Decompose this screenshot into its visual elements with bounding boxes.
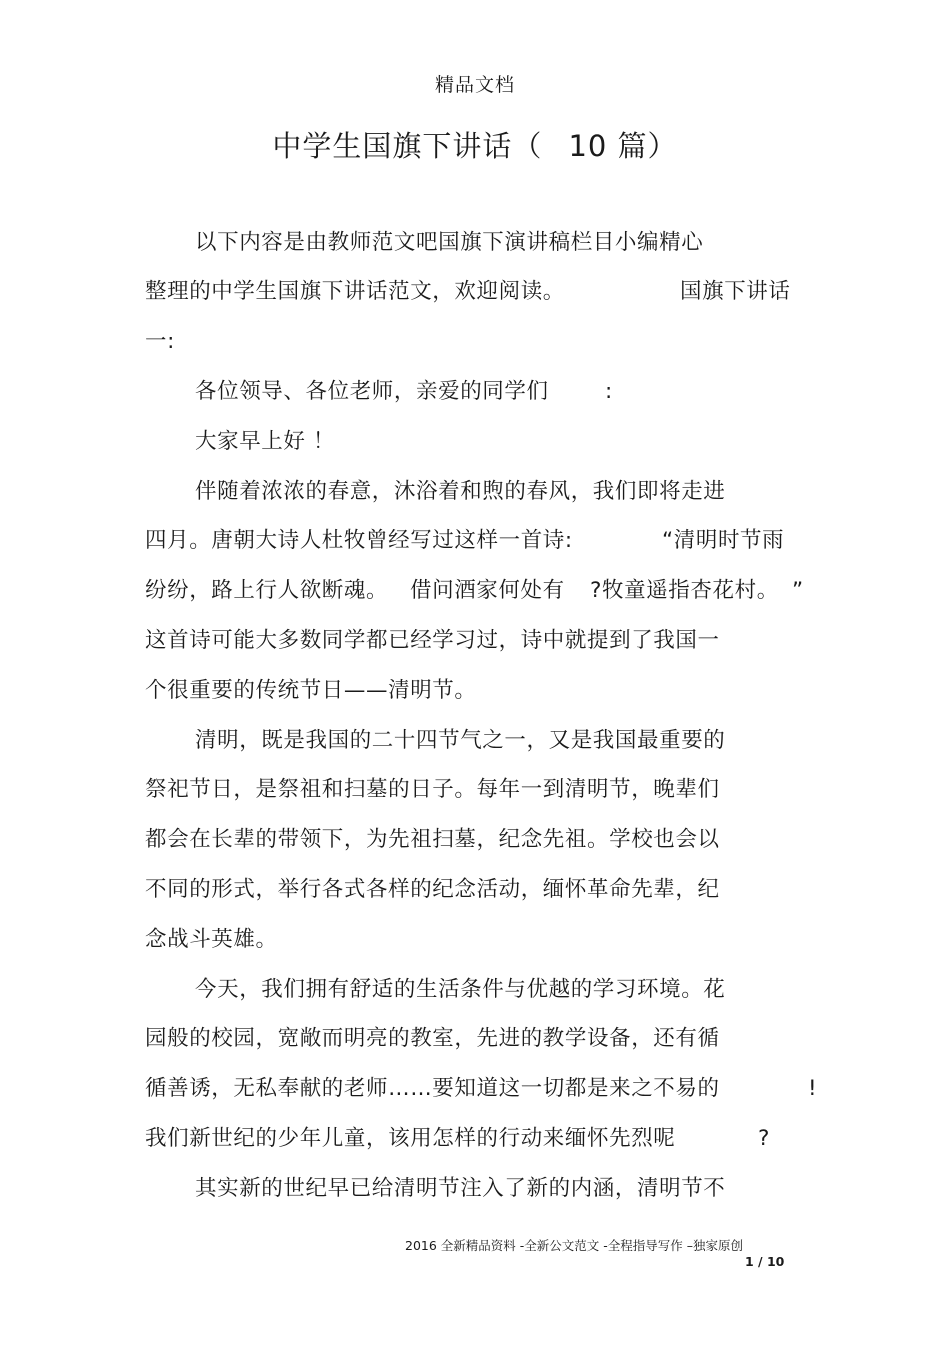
page-header: 精品文档 bbox=[434, 74, 515, 96]
paragraph-line: 整理的中学生国旗下讲话范文，欢迎阅读。 bbox=[145, 279, 565, 304]
paragraph-line: 念战斗英雄。 bbox=[145, 927, 278, 952]
paragraph-line: 各位领导、各位老师，亲爱的同学们 bbox=[195, 379, 549, 404]
paragraph-line: 清明，既是我国的二十四节气之一，又是我国最重要的 bbox=[195, 728, 726, 753]
paragraph-line: 借问酒家何处有 bbox=[410, 578, 565, 603]
title-count: 10 篇） bbox=[568, 129, 678, 163]
paragraph-line: ! bbox=[808, 1076, 818, 1101]
paragraph-line: ? bbox=[758, 1126, 771, 1151]
paragraph-line: 今天，我们拥有舒适的生活条件与优越的学习环境。花 bbox=[195, 977, 726, 1002]
paragraph-line: 这首诗可能大多数同学都已经学习过，诗中就提到了我国一 bbox=[145, 628, 720, 653]
title-main: 中学生国旗下讲话（ bbox=[272, 129, 543, 163]
paragraph-line: 循善诱，无私奉献的老师……要知道这一切都是来之不易的 bbox=[145, 1076, 720, 1101]
paragraph-line: 四月。唐朝大诗人杜牧曾经写过这样一首诗: bbox=[145, 528, 573, 553]
paragraph-line: ?牧童遥指杏花村。 bbox=[590, 578, 779, 603]
document-title bbox=[0, 124, 950, 165]
paragraph-line: 伴随着浓浓的春意，沐浴着和煦的春风，我们即将走进 bbox=[195, 479, 726, 504]
page-number: 1 / 10 bbox=[745, 1254, 785, 1269]
paragraph-line: “清明时节雨 bbox=[662, 528, 785, 553]
paragraph-line: 个很重要的传统节日——清明节。 bbox=[145, 678, 477, 703]
paragraph-line: 其实新的世纪早已给清明节注入了新的内涵，清明节不 bbox=[195, 1176, 726, 1201]
paragraph-line: 我们新世纪的少年儿童，该用怎样的行动来缅怀先烈呢 bbox=[145, 1126, 676, 1151]
paragraph-line: 大家早上好 ！ bbox=[195, 429, 336, 454]
paragraph-line: : bbox=[605, 379, 613, 404]
paragraph-line: 一: bbox=[145, 329, 175, 354]
paragraph-line: 都会在长辈的带领下，为先祖扫墓，纪念先祖。学校也会以 bbox=[145, 827, 720, 852]
paragraph-line: 以下内容是由教师范文吧国旗下演讲稿栏目小编精心 bbox=[195, 230, 704, 255]
paragraph-line: 国旗下讲话 bbox=[680, 279, 791, 304]
paragraph-line: 园般的校园，宽敞而明亮的教室，先进的教学设备，还有循 bbox=[145, 1026, 720, 1051]
paragraph-line: 不同的形式，举行各式各样的纪念活动，缅怀革命先辈，纪 bbox=[145, 877, 720, 902]
paragraph-line: 祭祀节日，是祭祖和扫墓的日子。每年一到清明节，晚辈们 bbox=[145, 777, 720, 802]
paragraph-line: 纷纷，路上行人欲断魂。 bbox=[145, 578, 389, 603]
paragraph-line: ” bbox=[792, 578, 804, 603]
page-footer: 2016 全新精品资料 -全新公文范文 -全程指导写作 –独家原创 bbox=[405, 1238, 743, 1253]
